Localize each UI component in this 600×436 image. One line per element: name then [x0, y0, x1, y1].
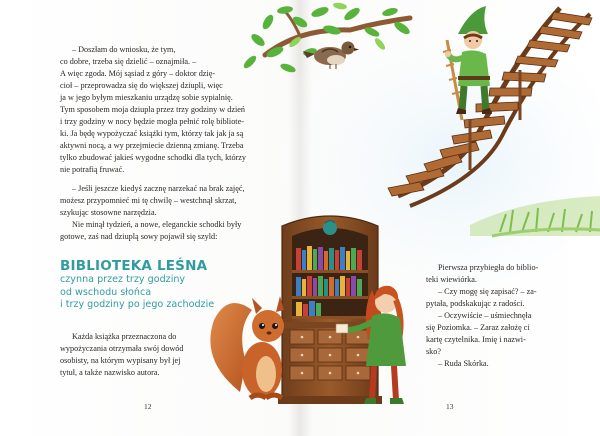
library-sign: [60, 258, 240, 312]
text-line: sko?: [426, 347, 442, 356]
text-line: – Jeśli jeszcze kiedyś zacznę narzekać na brak zajęć,: [72, 184, 245, 193]
text-line: tylko zbudować jakieś wygodne schodki dla tych, którzy: [60, 153, 246, 162]
page-number-right: 13: [446, 402, 454, 411]
text-line: i trzy godziny w nocy będzie mogła pełnić rolę bibliote-: [60, 117, 244, 126]
text-line: aktywni nocą, a wy przejmiecie dzienną zmianę. Trzeba: [60, 141, 244, 150]
text-line: pytała, podskakując z radości.: [426, 299, 525, 308]
text-line: – Czy mogę się zapisać? – za-: [438, 287, 537, 296]
text-line: teki wiewiórka.: [426, 275, 477, 284]
text-line: – Doszłam do wniosku, że tym,: [72, 45, 176, 54]
text-line: Pierwsza przybiegła do biblio-: [438, 263, 539, 272]
sign-line: czynna przez trzy godziny: [60, 274, 186, 285]
text-line: osobisty, na którym wypisany był jej: [60, 356, 181, 365]
text-line: tytuł, a także nazwisko autora.: [60, 368, 160, 377]
text-line: cioł – przeprowadza się do większej dziupli, więc: [60, 81, 223, 90]
text-line: ki. Ja będę wypożyczać książki tym, którzy tak jak ja są: [60, 129, 244, 138]
sign-line: i trzy godziny po jego zachodzie: [60, 299, 215, 311]
text-line: gotowe, zaś nad dziuplą sowy pojawił się szyld:: [60, 232, 218, 241]
text-line: możesz przypomnieć mi tę chwilę – westchnął skrzat,: [60, 196, 237, 205]
text-line: kartę czytelnika. Imię i nazwi-: [426, 335, 526, 344]
left-page-text-top: [60, 44, 322, 176]
text-line: Każda książka przeznaczona do: [72, 332, 177, 341]
page-number-left: 12: [144, 402, 152, 411]
left-page-text-bottom: [60, 331, 208, 379]
text-line: Tym sposobem moja dziupla przez trzy godziny w dzień: [60, 105, 245, 114]
text-line: wypożyczania otrzymała swój dowód: [60, 344, 184, 353]
right-page-text: [426, 262, 562, 370]
text-line: – Oczywiście – uśmiechnęła: [438, 311, 532, 320]
text-line: Nie minął tydzień, a nowe, eleganckie schodki były: [72, 220, 242, 229]
text-line: nie potrafią fruwać.: [60, 165, 125, 174]
left-page-text-middle: [60, 183, 322, 243]
text-line: się Poziomka. – Zaraz założę ci: [426, 323, 530, 332]
text-line: ja w jego byłym mieszkaniu urządzę sobie sypialnię.: [60, 93, 233, 102]
sign-line: od wschodu słońca: [60, 286, 152, 298]
text-line: co dobre, trzeba się dzielić – oznajmiła. –: [60, 57, 197, 66]
text-line: szykując stosowne narzędzia.: [60, 208, 157, 217]
text-line: A więc zgoda. Mój sąsiad z góry – doktor dzię-: [60, 69, 216, 78]
text-line: – Ruda Skórka.: [438, 359, 489, 368]
sign-title: BIBLIOTEKA LEŚNA: [60, 258, 208, 274]
